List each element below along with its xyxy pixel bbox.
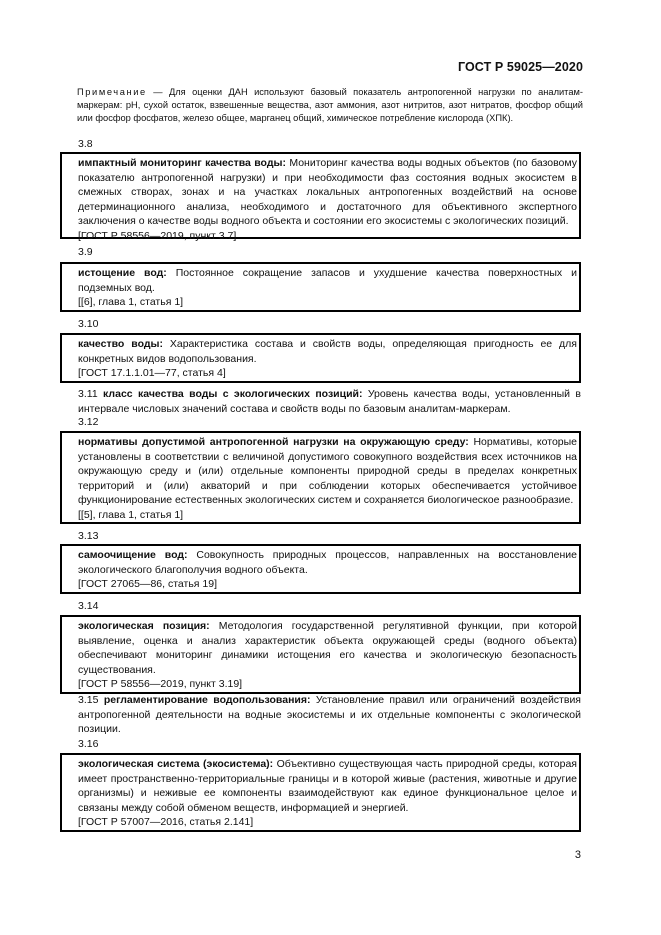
term-source: [ГОСТ Р 58556—2019, пункт 3.19] — [78, 678, 243, 691]
definition-text: Постоянное сокращение запасов и ухудшение качества поверхностных и подземных вод. — [78, 267, 577, 294]
definition-text: Установление правил или ограничений воздействия антропогенной деятельности на водные экосистемы и их отдельные компоненты с экологической позиции. — [78, 694, 581, 736]
definition-text: Методология государственной регулятивной функции, при которой выявление, оценка и анализ характеристик объекта окружающей среды (водного объекта) обеспечивают мониторинг динамики истощения его качества и экологическую безопасность существования. — [78, 620, 577, 676]
term-name: экологическая позиция: — [78, 620, 210, 632]
entry-number: 3.10 — [78, 318, 99, 330]
definition-text: Нормативы, которые установлены в соответствии с величиной допустимого совокупного воздействия всех источников на окружающую среду и (или) отдельные компоненты природной среды в пределах конкретных территорий и (или) акваторий и при соблюдении которых обеспечивается устойчивое функционирование естественных экологических систем и сохраняется биологическое разнообразие. — [78, 436, 578, 507]
term-definition — [78, 435, 577, 508]
term-name: регламентирование водопользования: — [103, 694, 311, 706]
term-paragraph — [60, 387, 581, 416]
entry-number: 3.13 — [78, 530, 99, 542]
entry-number: 3.14 — [78, 600, 99, 612]
term-name: самоочищение вод: — [78, 549, 188, 561]
definition-text: Совокупность природных процессов, направленных на восстановление экологического благополучия водного объекта. — [78, 549, 577, 576]
term-box — [60, 152, 581, 242]
entry-number: 3.15 — [78, 694, 99, 706]
term-box — [60, 753, 581, 832]
entry-number: 3.9 — [78, 246, 93, 258]
document-header: ГОСТ Р 59025—2020 — [457, 60, 583, 74]
entry-number: 3.16 — [78, 738, 99, 750]
note-text: Для оценки ДАН используют базовый показатель антропогенной нагрузки по аналитам-маркерам: pH, сухой остаток, взвешенные вещества, азот аммония, азот нитритов, азот нитратов, фосфор общий или фосфор фосфатов, железо общее, марганец общий, химическое потребление кислорода (ХПК). — [77, 87, 583, 123]
entry-number: 3.12 — [78, 416, 99, 428]
term-source: [[5], глава 1, статья 1] — [78, 508, 184, 521]
term-name: экологическая система (экосистема): — [78, 758, 274, 770]
term-definition — [78, 693, 581, 737]
term-definition — [78, 337, 577, 366]
entry-number: 3.8 — [78, 138, 93, 150]
note-label: Примечание — [77, 87, 147, 97]
term-name: класс качества воды с экологических позиций: — [103, 388, 363, 400]
term-box — [60, 333, 581, 383]
definition-text: Характеристика состава и свойств воды, определяющая пригодность ее для конкретных видов водопользования. — [78, 338, 577, 365]
definition-text: Мониторинг качества воды водных объектов (по базовому показателю антропогенной нагрузки) и при необходимости фаз состояния водных экосистем в смежных створах, зонах и на участках локальных антропогенных воздействий на основе детерминационного анализа, необходимого и достаточного для объективного экспертного заключения о качестве воды водного объекта и состоянии его экосистемы с экологических позиций. — [78, 157, 577, 228]
term-source: [[6], глава 1, статья 1] — [78, 296, 184, 309]
term-name: импактный мониторинг качества воды: — [78, 157, 286, 169]
term-name: истощение вод: — [78, 267, 167, 279]
term-source: [ГОСТ 17.1.1.01—77, статья 4] — [78, 367, 226, 380]
term-source: [ГОСТ 27065—86, статья 19] — [78, 578, 217, 591]
term-source: [ГОСТ Р 57007—2016, статья 2.141] — [78, 816, 254, 829]
term-definition — [78, 619, 577, 677]
definition-text: Уровень качества воды, установленный в интервале числовых значений состава и свойств воды по базовым аналитам-маркерам. — [78, 388, 581, 415]
term-paragraph — [60, 693, 581, 737]
term-box — [60, 615, 581, 694]
term-source: [ГОСТ Р 58556—2019, пункт 3.7] — [78, 229, 237, 242]
term-box — [60, 262, 581, 312]
entry-number: 3.11 — [78, 388, 98, 400]
term-name: качество воды: — [78, 338, 163, 350]
term-name: нормативы допустимой антропогенной нагрузки на окружающую среду: — [78, 436, 469, 448]
term-box — [60, 431, 581, 524]
term-definition — [78, 266, 577, 295]
note-dash: — — [146, 87, 169, 97]
term-box — [60, 544, 581, 594]
term-definition — [78, 156, 577, 229]
term-definition — [78, 387, 581, 416]
page-number: 3 — [574, 849, 581, 861]
note-paragraph — [77, 86, 583, 125]
definition-text: Объективно существующая часть природной среды, которая имеет пространственно-территориальные границы и в которой живые (растения, животные и другие организмы) и неживые ее компоненты взаимодействуют как единое функциональное целое и связаны между собой обменом веществ, информацией и энергией. — [78, 758, 577, 814]
term-definition — [78, 757, 577, 815]
term-definition — [78, 548, 577, 577]
